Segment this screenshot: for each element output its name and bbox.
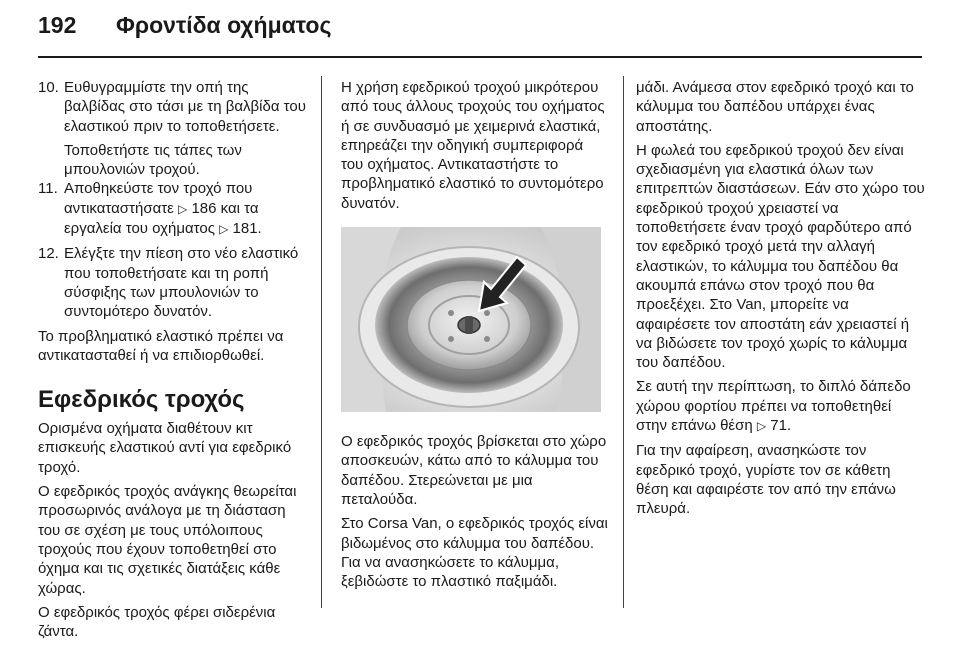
column-1 xyxy=(38,78,308,646)
paragraph xyxy=(636,377,926,436)
page-header xyxy=(0,0,960,60)
paragraph: Ορισμένα οχήματα διαθέτουν κιτ επισκευής ελαστικού αντί για εφεδρικό τροχό. xyxy=(38,420,292,476)
step-text-part: και τα εργαλεία του οχήματος xyxy=(64,199,259,238)
step-item-11 xyxy=(38,179,308,239)
column-divider-1 xyxy=(321,76,322,608)
step-text: Ελέγξτε την πίεση στο νέο ελαστικό που τοποθετήσατε και τη ροπή σύσφιξης των μπουλονιών το συντομότερο δυνατόν. xyxy=(64,245,299,321)
spare-wheel-illustration xyxy=(341,227,601,412)
step-item-10 xyxy=(38,78,308,136)
page-reference[interactable]: 181. xyxy=(232,220,262,238)
paragraph: μάδι. Ανάμεσα στον εφεδρικό τροχό και το κάλυμμα του δαπέδου υπάρχει ένας αποστάτης. xyxy=(636,79,914,135)
header-rule xyxy=(38,56,922,58)
section-heading: Εφεδρικός τροχός xyxy=(38,386,245,414)
spare-wheel-photo xyxy=(341,227,601,412)
step-number: 10. xyxy=(38,79,59,96)
paragraph: Η φωλεά του εφεδρικού τροχού δεν είναι σχεδιασμένη για ελαστικά όλων των επιτρεπτών διαστάσεων. Εάν στο χώρο του εφεδρικού τροχού χρειαστεί να τοποθετήσετε έναν τροχό φαρδύτερο από τον εφεδρικό τροχό μετά την αλλαγή ελαστικών, το κάλυμμα του δαπέδου θα ακουμπά επάνω στον τροχό που θα προεξέχει. Στο Van, μπορείτε να αφαιρέσετε τον αποστάτη εάν χρειαστεί ή να βιδώσετε τον τροχό χωρίς το κάλυμμα του δαπέδου. xyxy=(636,141,925,372)
page-reference[interactable]: 71. xyxy=(770,417,792,435)
step-note: Τοποθετήστε τις τάπες των μπουλονιών τροχού. xyxy=(64,141,242,179)
paragraph: Ο εφεδρικός τροχός βρίσκεται στο χώρο αποσκευών, κάτω από το κάλυμμα του δαπέδου. Στερεώνεται με μια πεταλούδα. xyxy=(341,433,607,508)
paragraph: Για την αφαίρεση, ανασηκώστε τον εφεδρικό τροχό, γυρίστε τον σε κάθετη θέση και αφαιρέστε τον από την επάνω πλευρά. xyxy=(636,442,896,518)
paragraph: Η χρήση εφεδρικού τροχού μικρότερου από τους άλλους τροχούς του οχήματος ή σε συνδυασμό με χειμερινά ελαστικά, επηρεάζει την οδηγική συμπεριφορά του οχήματος. Αντικαταστήστε το προβληματικό ελαστικό το συντομότερο δυνατόν. xyxy=(341,79,605,212)
step-text xyxy=(64,179,308,239)
step-text: Ευθυγραμμίστε την οπή της βαλβίδας στο τάσι με τη βαλβίδα του ελαστικού πριν το τοποθετήσετε. xyxy=(64,79,306,135)
page-title: Φροντίδα οχήματος xyxy=(116,12,332,38)
paragraph: Το προβληματικό ελαστικό πρέπει να αντικατασταθεί ή να επιδιορθωθεί. xyxy=(38,327,284,364)
paragraph: Στο Corsa Van, ο εφεδρικός τροχός είναι βιδωμένος στο κάλυμμα του δαπέδου. Για να ανασηκώσετε το κάλυμμα, ξεβιδώστε το πλαστικό παξιμάδι. xyxy=(341,515,608,591)
step-item-12 xyxy=(38,244,308,321)
column-divider-2 xyxy=(623,76,624,608)
column-2 xyxy=(341,78,609,596)
step-number: 11. xyxy=(38,180,58,198)
step-number: 12. xyxy=(38,245,59,263)
page-reference[interactable]: 186 xyxy=(191,199,217,217)
column-3 xyxy=(636,78,926,524)
paragraph-text: Σε αυτή την περίπτωση, το διπλό δάπεδο χώρου φορτίου πρέπει να τοποθετηθεί στην επάνω θέση xyxy=(636,378,911,435)
triangle-right-icon: ▷ xyxy=(178,201,188,216)
paragraph: Ο εφεδρικός τροχός φέρει σιδερένια ζάντα. xyxy=(38,603,276,641)
paragraph: Ο εφεδρικός τροχός ανάγκης θεωρείται προσωρινός ανάλογα με τη διάσταση του σε σχέση με τους υπόλοιπους τροχούς που έχουν τοποθετηθεί στο όχημα και τις σχετικές διατάξεις κάθε χώρας. xyxy=(38,483,297,597)
step-text-part: Αποθηκεύστε τον τροχό που αντικαταστήσατε xyxy=(64,180,253,217)
triangle-right-icon: ▷ xyxy=(219,222,229,237)
triangle-right-icon: ▷ xyxy=(756,419,767,434)
page-number: 192 xyxy=(38,12,77,38)
